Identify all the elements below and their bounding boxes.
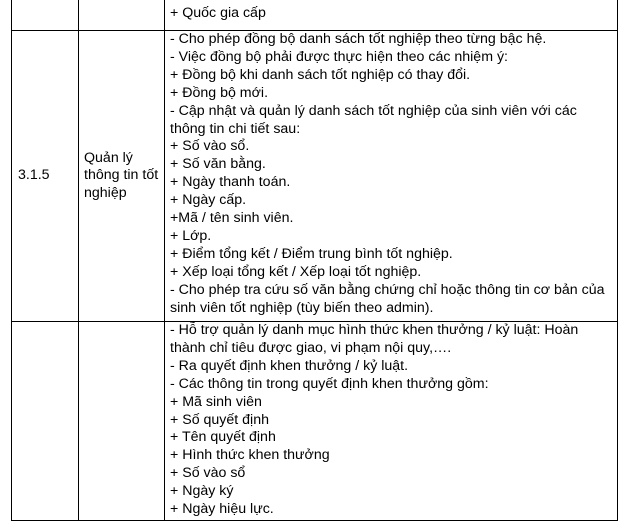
description-line: + Số văn bằng. — [170, 156, 266, 173]
description-line: - Ra quyết định khen thưởng / kỷ luật. — [170, 357, 409, 374]
description-line: - Các thông tin trong quyết định khen thưởng gồm: — [170, 375, 489, 392]
description-line: - Việc đồng bộ phải được thực hiện theo các nhiệm ý: — [170, 48, 508, 65]
description-line: + Hình thức khen thưởng — [170, 447, 330, 464]
description-line: + Mã sinh viên — [170, 393, 262, 410]
requirements-table — [11, 0, 618, 521]
description-line: + Ngày cấp. — [170, 192, 247, 209]
description-line: + Số vào sổ — [170, 465, 246, 482]
description-line: + Ngày hiệu lực. — [170, 501, 274, 518]
description-line: + Quốc gia cấp — [170, 5, 266, 21]
row-name-cell — [79, 31, 165, 322]
description-line: +Mã / tên sinh viên. — [170, 210, 294, 227]
description-line: + Đồng bộ mới. — [170, 84, 269, 101]
row-description-cell — [165, 31, 618, 322]
description-line: + Số vào sổ. — [170, 138, 250, 155]
row-name-cell — [79, 322, 165, 521]
description-line: + Điểm tổng kết / Điểm trung bình tốt nghiệp. — [170, 245, 453, 262]
row-name: Quản lý thông tin tốt nghiệp — [84, 149, 159, 201]
table-row — [12, 31, 618, 322]
table-row — [12, 322, 618, 521]
description-line: - Hỗ trợ quản lý danh mục hình thức khen thưởng / kỷ luật: Hoàn thành chỉ tiêu được giao, vi phạm nội quy,…. — [170, 322, 579, 356]
row-number: 3.1.5 — [18, 167, 50, 184]
description-line: - Cập nhật và quản lý danh sách tốt nghiệp của sinh viên với các thông tin chi tiết sau: — [170, 102, 577, 137]
description-line: + Lớp. — [170, 227, 212, 244]
table-row — [12, 0, 618, 31]
description-line: + Đồng bộ khi danh sách tốt nghiệp có thay đổi. — [170, 66, 471, 83]
description-line: - Cho phép tra cứu số văn bằng chứng chỉ hoặc thông tin cơ bản của sinh viên tốt nghiệp (tùy biến theo admin). — [170, 281, 605, 316]
description-line: - Cho phép đồng bộ danh sách tốt nghiệp theo từng bậc hệ. — [170, 31, 547, 47]
row-name-cell — [79, 0, 165, 31]
description-line: + Ngày thanh toán. — [170, 174, 291, 191]
row-number-cell — [12, 0, 79, 31]
description-line: + Xếp loại tổng kết / Xếp loại tốt nghiệp. — [170, 263, 422, 280]
row-number-cell — [12, 322, 79, 521]
description-line: + Ngày ký — [170, 483, 234, 500]
row-description-cell — [165, 0, 618, 31]
description-line: + Số quyết định — [170, 411, 269, 428]
row-number-cell — [12, 31, 79, 322]
row-description-cell — [165, 322, 618, 521]
description-line: + Tên quyết định — [170, 429, 276, 446]
